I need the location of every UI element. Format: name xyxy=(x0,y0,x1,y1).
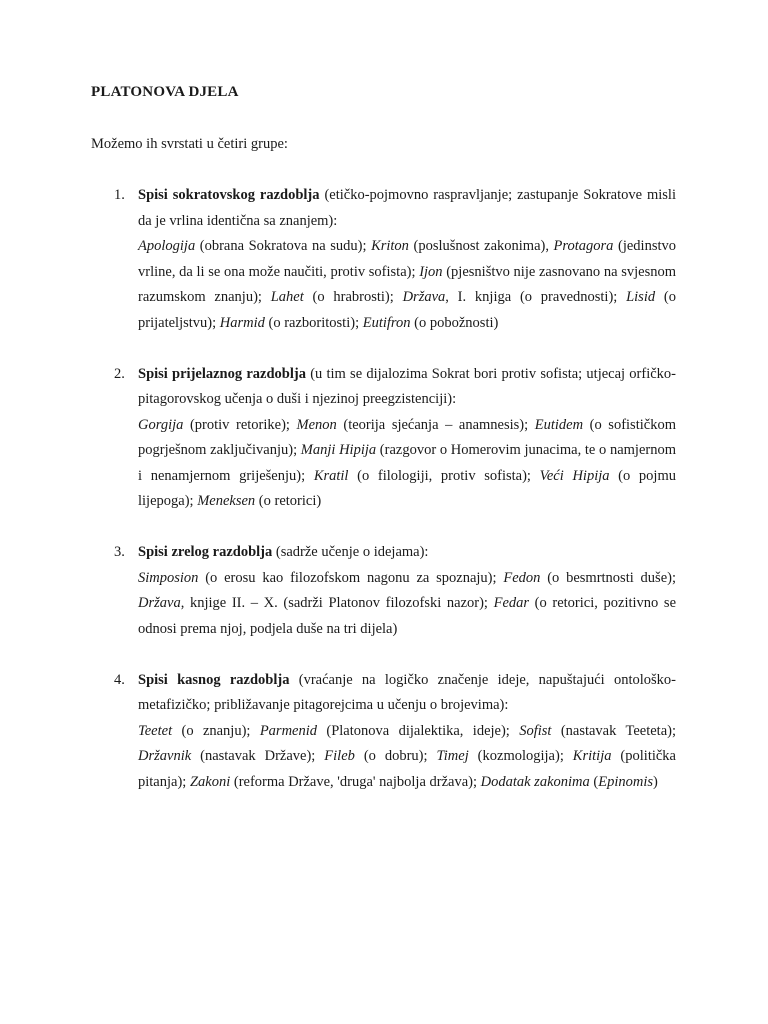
work-note: (o sofističkom pogrješnom zaključivanju); xyxy=(138,416,676,458)
work-note: (reforma Države, 'druga' najbolja država); xyxy=(230,773,481,790)
work-title: Timej xyxy=(436,748,469,764)
group-heading-paragraph xyxy=(138,183,676,234)
work-note: (o hrabrosti); xyxy=(303,289,403,305)
work-title: Zakoni xyxy=(189,773,231,790)
work-note: ( xyxy=(589,773,599,790)
work-note: (nastavak Države); xyxy=(191,748,325,764)
work-title: Dodatak zakonima xyxy=(480,773,590,790)
work-title: Protagora xyxy=(553,238,614,254)
group-number: 3. xyxy=(114,544,125,560)
work-note: (politička pitanja); xyxy=(138,748,676,790)
group-heading: Spisi sokratovskog razdoblja xyxy=(138,187,320,203)
group-number: 4. xyxy=(114,671,125,688)
group-description: (u tim se dijalozima Sokrat bori protiv sofista; utjecaj orfičko-pitagorovskog učenja o duši i njezinoj preegzistenciji): xyxy=(138,365,676,407)
group-number: 1. xyxy=(114,187,125,203)
work-note: (o retorici, pozitivno se odnosi prema njoj, podjela duše na tri dijela) xyxy=(138,595,677,637)
work-title: Parmenid xyxy=(259,722,318,739)
work-note: (o retorici) xyxy=(255,493,322,509)
work-note: (pjesništvo nije zasnovano na svjesnom razumskom znanju); xyxy=(138,263,676,305)
work-note: (teorija sjećanja – anamnesis); xyxy=(336,416,535,433)
group-heading: Spisi prijelaznog razdoblja xyxy=(138,365,306,382)
work-title: Eutidem xyxy=(534,416,584,433)
work-title: Meneksen xyxy=(197,493,256,509)
work-title: Teetet xyxy=(138,722,173,739)
group-description: (sadrže učenje o idejama): xyxy=(272,544,429,560)
work-note: (o erosu kao filozofskom nagonu za spoznaju); xyxy=(198,569,504,586)
group-heading: Spisi kasnog razdoblja xyxy=(138,671,290,688)
work-note: (obrana Sokratova na sudu); xyxy=(195,238,372,254)
group-heading: Spisi zrelog razdoblja xyxy=(138,544,273,560)
work-title: Epinomis xyxy=(598,773,654,790)
work-note: (o prijateljstvu); xyxy=(138,289,676,331)
group-item-4 xyxy=(91,668,676,796)
work-title: Menon xyxy=(296,416,337,433)
work-title: Država xyxy=(138,595,181,611)
groups-list xyxy=(91,183,676,821)
work-note: (Platonova dijalektika, ideje); xyxy=(317,722,520,739)
work-title: Lisid xyxy=(626,289,656,305)
work-title: Fedon xyxy=(503,569,541,586)
work-note: (jedinstvo vrline, da li se ona može naučiti, protiv sofista); xyxy=(138,238,676,280)
work-title: Lahet xyxy=(270,289,304,305)
group-body xyxy=(138,362,676,515)
work-title: Ijon xyxy=(419,263,443,280)
group-number: 2. xyxy=(114,365,125,382)
work-title: Apologija xyxy=(138,238,196,254)
work-title: Veći Hipija xyxy=(539,467,610,484)
work-title: Fileb xyxy=(324,748,355,764)
document-title: PLATONOVA DJELA xyxy=(91,84,239,100)
work-title: Harmid xyxy=(219,314,265,331)
group-description: (etičko-pojmovno raspravljanje; zastupanje Sokratove misli da je vrlina identična sa znanjem): xyxy=(138,187,676,229)
work-note: (kozmologija); xyxy=(468,748,573,764)
work-title: Kriton xyxy=(371,238,409,254)
group-description: (vraćanje na logičko značenje ideje, napuštajući ontološko-metafizičko; približavanje pitagorejcima u učenju o brojevima): xyxy=(138,671,676,713)
work-note: (o dobru); xyxy=(354,748,437,764)
group-works xyxy=(138,719,676,796)
group-heading-paragraph xyxy=(138,540,676,566)
group-item-2 xyxy=(91,362,676,515)
work-note: (o besmrtnosti duše); xyxy=(540,569,676,586)
work-note: (o razboritosti); xyxy=(264,314,363,331)
work-title: Kritija xyxy=(572,748,612,764)
work-note: (o znanju); xyxy=(172,722,260,739)
group-item-3 xyxy=(91,540,676,642)
work-title: Eutifron xyxy=(362,314,411,331)
group-body xyxy=(138,668,676,796)
work-title: Gorgija xyxy=(138,416,184,433)
work-title: Država xyxy=(402,289,446,305)
work-title: Simposion xyxy=(138,569,199,586)
group-works xyxy=(138,566,676,643)
work-note: (o filologiji, protiv sofista); xyxy=(348,467,540,484)
work-note: (poslušnost zakonima), xyxy=(408,238,554,254)
work-title: Kratil xyxy=(313,467,349,484)
work-title: Državnik xyxy=(138,748,192,764)
work-title: Sofist xyxy=(519,722,552,739)
work-note: (nastavak Teeteta); xyxy=(551,722,676,739)
intro-text: Možemo ih svrstati u četiri grupe: xyxy=(91,136,288,152)
work-note: (o pobožnosti) xyxy=(410,314,499,331)
group-body xyxy=(138,183,676,336)
work-note: (protiv retorike); xyxy=(183,416,297,433)
group-body xyxy=(138,540,676,642)
work-note: (razgovor o Homerovim junacima, te o namjernom i nenamjernom griješenju); xyxy=(138,442,676,484)
group-heading-paragraph xyxy=(138,362,676,413)
work-title: Fedar xyxy=(493,595,530,611)
group-works xyxy=(138,234,676,336)
work-note: ) xyxy=(653,773,658,790)
work-title: Manji Hipija xyxy=(300,442,377,458)
work-note: , knjige II. – X. (sadrži Platonov filozofski nazor); xyxy=(180,595,494,611)
group-item-1 xyxy=(91,183,676,336)
work-note: , I. knjiga (o pravednosti); xyxy=(445,289,627,305)
work-note: (o pojmu lijepoga); xyxy=(138,467,676,509)
group-heading-paragraph xyxy=(138,668,676,719)
group-works xyxy=(138,413,676,515)
